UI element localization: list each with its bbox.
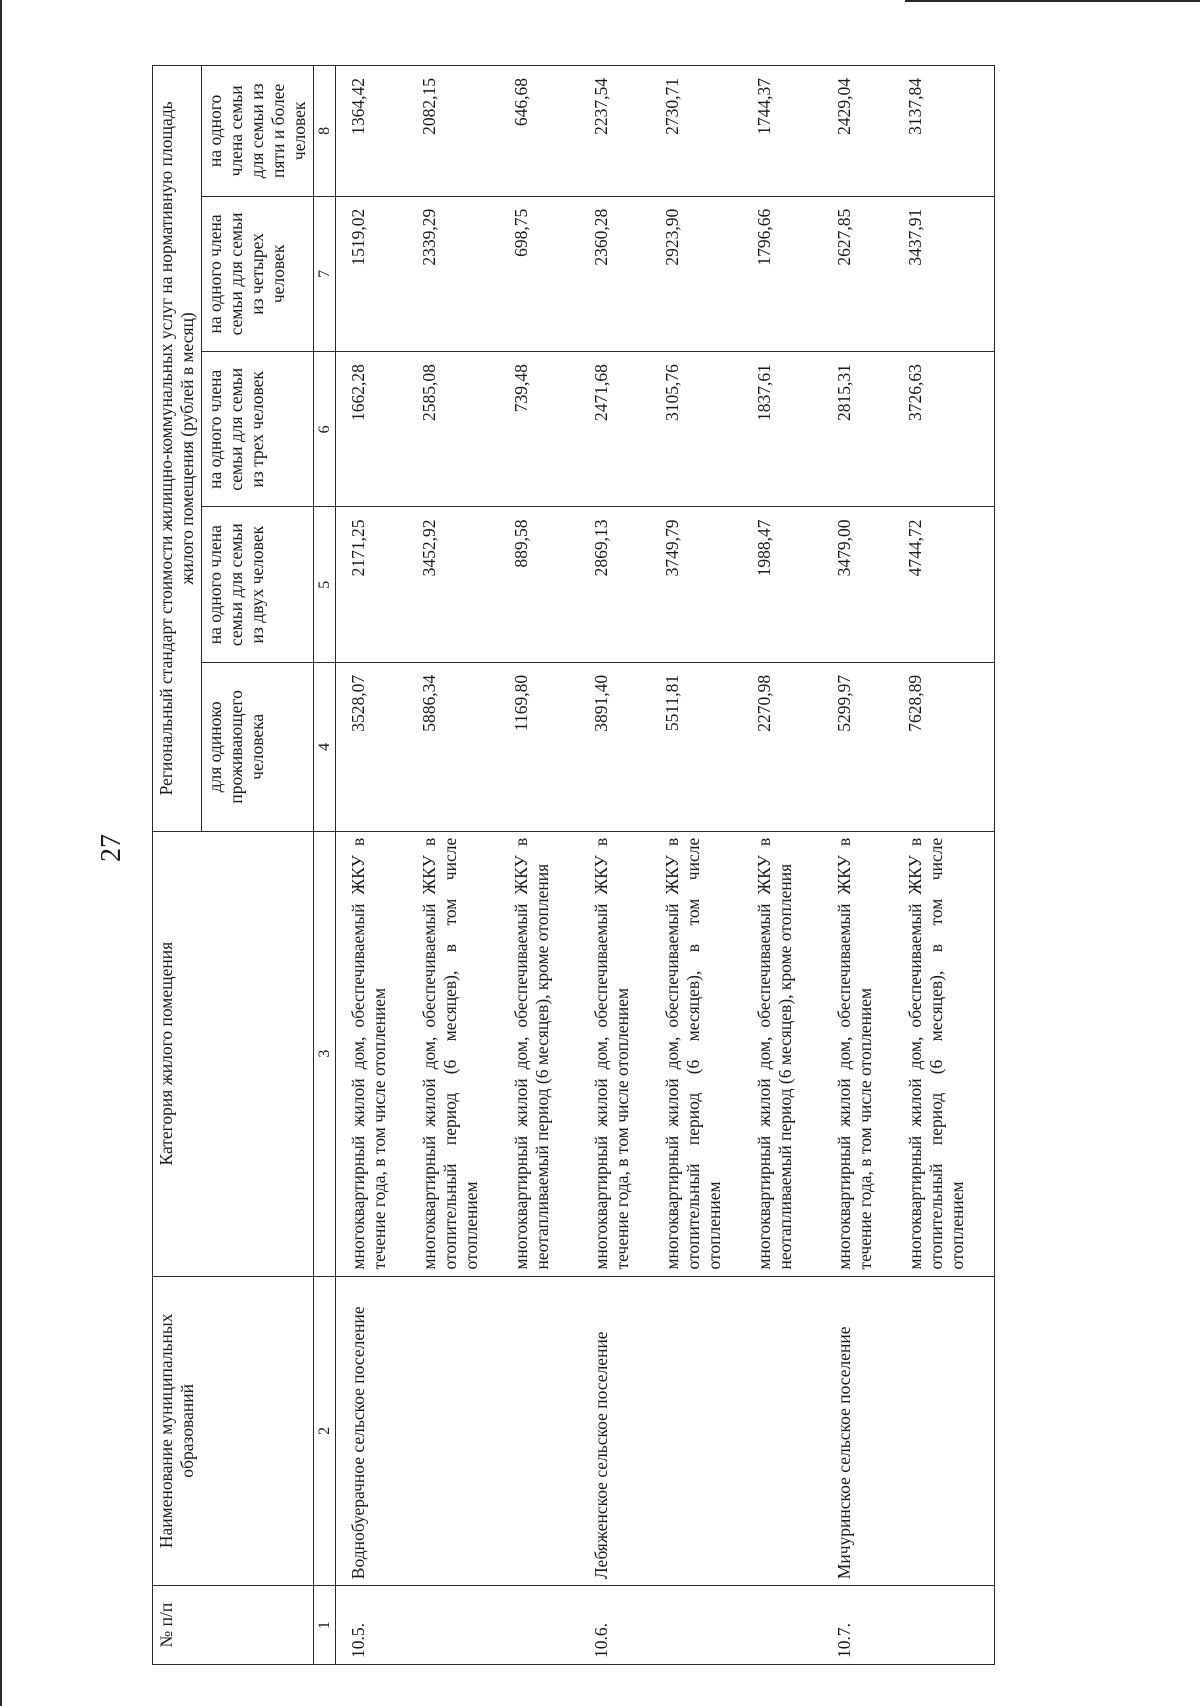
value-four: 1796,66 xyxy=(751,196,822,351)
municipality-name: Мичуринское сельское поселение xyxy=(822,1276,902,1586)
housing-category: многоквартирный жилой дом, обеспечиваемый ЖКУ в отопительный период (6 месяцев), в том числе отоплением xyxy=(416,831,508,1276)
value-three: 739,48 xyxy=(508,352,579,507)
scan-edge-left xyxy=(0,0,2,1706)
value-two: 3479,00 xyxy=(822,507,902,662)
header-single-person: для одиноко проживающего человека xyxy=(202,662,314,831)
value-five: 2237,54 xyxy=(579,66,659,197)
column-number: 6 xyxy=(314,352,336,507)
row-number: 10.7. xyxy=(822,1586,902,1665)
housing-category: многоквартирный жилой дом, обеспечиваемый ЖКУ в отопительный период (6 месяцев), в том числе отоплением xyxy=(659,831,751,1276)
value-four: 1519,02 xyxy=(336,196,417,351)
municipality-name xyxy=(751,1276,822,1586)
value-two: 2869,13 xyxy=(579,507,659,662)
value-single: 1169,80 xyxy=(508,662,579,831)
value-five: 1364,42 xyxy=(336,66,417,197)
header-municipality: Наименование муниципальных образований xyxy=(153,1276,314,1586)
column-number: 7 xyxy=(314,196,336,351)
value-four: 2339,29 xyxy=(416,196,508,351)
value-five: 1744,37 xyxy=(751,66,822,197)
value-single: 5511,81 xyxy=(659,662,751,831)
value-three: 2585,08 xyxy=(416,352,508,507)
row-number xyxy=(659,1586,751,1665)
housing-category: многоквартирный жилой дом, обеспечиваемый ЖКУ в неотапливаемый период (6 месяцев), кроме отопления xyxy=(508,831,579,1276)
value-two: 4744,72 xyxy=(902,507,995,662)
header-category: Категория жилого помещения xyxy=(153,831,314,1276)
value-single: 3528,07 xyxy=(336,662,417,831)
column-number: 5 xyxy=(314,507,336,662)
header-family-of-three: на одного члена семьи для семьи из трех человек xyxy=(202,352,314,507)
column-number: 4 xyxy=(314,662,336,831)
value-two: 3452,92 xyxy=(416,507,508,662)
value-four: 2627,85 xyxy=(822,196,902,351)
value-four: 2360,28 xyxy=(579,196,659,351)
value-four: 3437,91 xyxy=(902,196,995,351)
table-row xyxy=(659,66,751,1665)
municipality-name: Воднобуерачное сельское поселение xyxy=(336,1276,417,1586)
header-family-of-two: на одного члена семьи для семьи из двух человек xyxy=(202,507,314,662)
table-row xyxy=(822,66,902,1665)
table-row xyxy=(508,66,579,1665)
housing-category: многоквартирный жилой дом, обеспечиваемый ЖКУ в течение года, в том числе отоплением xyxy=(336,831,417,1276)
column-number: 1 xyxy=(314,1586,336,1665)
row-number xyxy=(751,1586,822,1665)
header-number: № п/п xyxy=(153,1586,314,1665)
row-number xyxy=(508,1586,579,1665)
municipality-name xyxy=(659,1276,751,1586)
municipality-name xyxy=(416,1276,508,1586)
table-row xyxy=(751,66,822,1665)
value-five: 646,68 xyxy=(508,66,579,197)
value-single: 2270,98 xyxy=(751,662,822,831)
value-two: 2171,25 xyxy=(336,507,417,662)
value-single: 3891,40 xyxy=(579,662,659,831)
value-two: 1988,47 xyxy=(751,507,822,662)
row-number xyxy=(902,1586,995,1665)
value-five: 2082,15 xyxy=(416,66,508,197)
housing-cost-table xyxy=(152,65,995,1665)
rotated-table-container xyxy=(152,65,1200,1665)
value-three: 3105,76 xyxy=(659,352,751,507)
value-five: 2429,04 xyxy=(822,66,902,197)
value-single: 5299,97 xyxy=(822,662,902,831)
municipality-name xyxy=(508,1276,579,1586)
municipality-name: Лебяженское сельское поселение xyxy=(579,1276,659,1586)
value-three: 1662,28 xyxy=(336,352,417,507)
housing-category: многоквартирный жилой дом, обеспечиваемый ЖКУ в течение года, в том числе отоплением xyxy=(579,831,659,1276)
value-four: 2923,90 xyxy=(659,196,751,351)
value-two: 3749,79 xyxy=(659,507,751,662)
value-four: 698,75 xyxy=(508,196,579,351)
table-row xyxy=(579,66,659,1665)
value-three: 2815,31 xyxy=(822,352,902,507)
value-single: 5886,34 xyxy=(416,662,508,831)
value-three: 2471,68 xyxy=(579,352,659,507)
value-five: 3137,84 xyxy=(902,66,995,197)
housing-category: многоквартирный жилой дом, обеспечиваемый ЖКУ в отопительный период (6 месяцев), в том числе отоплением xyxy=(902,831,995,1276)
value-five: 2730,71 xyxy=(659,66,751,197)
column-number: 8 xyxy=(314,66,336,197)
row-number: 10.5. xyxy=(336,1586,417,1665)
housing-category: многоквартирный жилой дом, обеспечиваемый ЖКУ в неотапливаемый период (6 месяцев), кроме отопления xyxy=(751,831,822,1276)
value-two: 889,58 xyxy=(508,507,579,662)
housing-category: многоквартирный жилой дом, обеспечиваемый ЖКУ в течение года, в том числе отоплением xyxy=(822,831,902,1276)
table-row xyxy=(416,66,508,1665)
scan-edge-top-right xyxy=(905,0,1200,2)
value-single: 7628,89 xyxy=(902,662,995,831)
page-number: 27 xyxy=(96,834,127,862)
header-regional-standard: Региональный стандарт стоимости жилищно-коммунальных услуг на нормативную площадь жилого помещения (рублей в месяц) xyxy=(153,66,202,832)
municipality-name xyxy=(902,1276,995,1586)
value-three: 3726,63 xyxy=(902,352,995,507)
column-number: 3 xyxy=(314,831,336,1276)
header-family-of-four: на одного члена семьи для семьи из четырех человек xyxy=(202,196,314,351)
value-three: 1837,61 xyxy=(751,352,822,507)
column-number: 2 xyxy=(314,1276,336,1586)
table-row xyxy=(336,66,417,1665)
row-number: 10.6. xyxy=(579,1586,659,1665)
row-number xyxy=(416,1586,508,1665)
table-row xyxy=(902,66,995,1665)
header-family-of-five: на одного члена семьи для семьи из пяти и более человек xyxy=(202,66,314,197)
